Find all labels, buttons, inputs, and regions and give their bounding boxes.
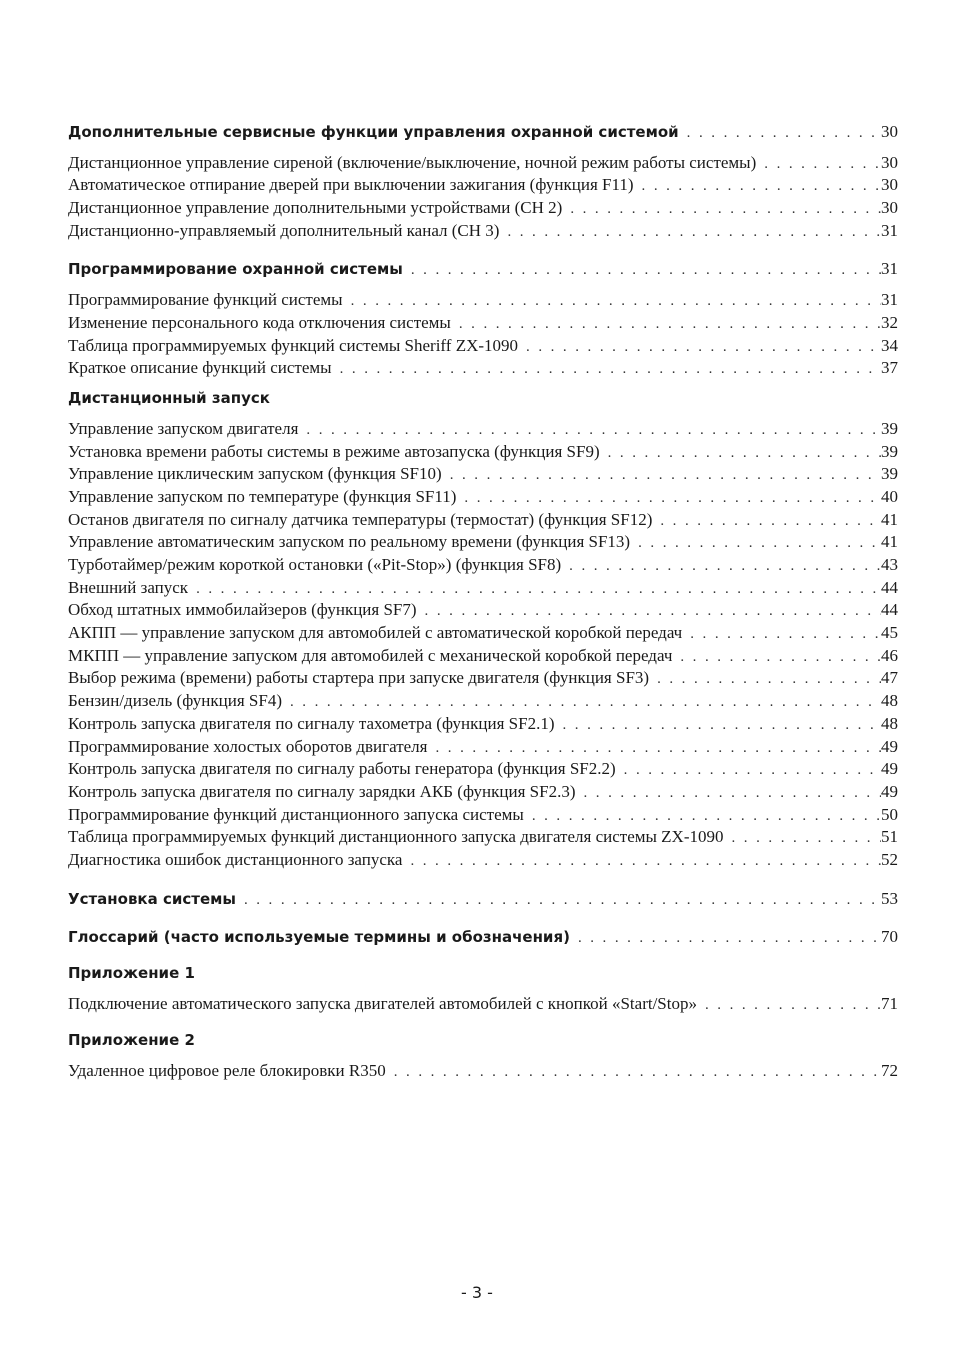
entry-title: Программирование функций системы: [68, 290, 343, 310]
toc-entry[interactable]: [68, 175, 898, 198]
dot-leader: [690, 626, 881, 643]
entry-title: Бензин/дизель (функция SF4): [68, 691, 282, 711]
dot-leader: [410, 853, 881, 870]
toc-entry[interactable]: [68, 691, 898, 714]
entry-title: Краткое описание функций системы: [68, 358, 332, 378]
dot-leader: [435, 740, 881, 757]
entry-title: МКПП — управление запуском для автомобилей с механической коробкой передач: [68, 645, 673, 665]
dot-leader: [290, 694, 881, 711]
dot-leader: [340, 361, 881, 378]
dot-leader: [578, 930, 881, 947]
page-ref: 40: [881, 486, 898, 506]
dot-leader: [450, 467, 881, 484]
page-ref: 44: [881, 577, 898, 597]
page-ref: 30: [881, 152, 898, 172]
entry-title: Изменение персонального кода отключения системы: [68, 312, 451, 332]
dot-leader: [411, 262, 881, 279]
section-heading[interactable]: [68, 1031, 898, 1053]
dot-leader: [687, 125, 881, 142]
table-of-contents: [68, 122, 898, 1083]
dot-leader: [732, 830, 882, 847]
toc-entry[interactable]: [68, 221, 898, 244]
entry-title: Таблица программируемых функций системы Sheriff ZX-1090: [68, 335, 519, 355]
page-ref: 44: [881, 600, 898, 620]
dot-leader: [244, 892, 881, 909]
toc-entry[interactable]: [68, 419, 898, 442]
dot-leader: [562, 717, 881, 734]
entry-title: Автоматическое отпирание дверей при выключении зажигания (функция F11): [68, 175, 634, 195]
section-heading[interactable]: [68, 964, 898, 986]
dot-leader: [570, 201, 881, 218]
toc-entry[interactable]: [68, 153, 898, 176]
toc-entry[interactable]: [68, 827, 898, 850]
toc-entry[interactable]: [68, 1061, 898, 1084]
section-heading[interactable]: [68, 389, 898, 411]
toc-entry[interactable]: [68, 464, 898, 487]
section-heading[interactable]: [68, 927, 898, 950]
page-ref: 51: [881, 827, 898, 847]
dot-leader: [394, 1064, 881, 1081]
dot-leader: [680, 649, 881, 666]
section-title: Приложение 1: [68, 964, 195, 982]
toc-entry[interactable]: [68, 510, 898, 533]
page-ref: 52: [881, 849, 898, 869]
toc-entry[interactable]: [68, 487, 898, 510]
section-heading[interactable]: [68, 259, 898, 282]
entry-title: Установка времени работы системы в режиме автозапуска (функция SF9): [68, 441, 600, 461]
toc-entry[interactable]: [68, 759, 898, 782]
entry-title: Таблица программируемых функций дистанционного запуска двигателя системы ZX-1090: [68, 827, 724, 847]
entry-title: Управление автоматическим запуском по реальному времени (функция SF13): [68, 532, 631, 552]
page-ref: 47: [881, 668, 898, 688]
dot-leader: [660, 513, 881, 530]
toc-entry[interactable]: [68, 782, 898, 805]
page-ref: 31: [881, 220, 898, 240]
entry-title: Дистанционно-управляемый дополнительный канал (CH 3): [68, 220, 500, 240]
toc-entry[interactable]: [68, 623, 898, 646]
page-ref: 43: [881, 555, 898, 574]
page-ref: 32: [881, 312, 898, 332]
page-ref: 45: [881, 623, 898, 643]
page-ref: 34: [881, 335, 898, 355]
entry-title: Управление запуском по температуре (функция SF11): [68, 486, 457, 506]
dot-leader: [196, 581, 881, 598]
page-ref: 70: [881, 927, 898, 947]
toc-entry[interactable]: [68, 600, 898, 623]
section-title: Программирование охранной системы: [68, 260, 403, 279]
dot-leader: [532, 808, 881, 825]
page-ref: 37: [881, 358, 898, 378]
entry-title: Программирование функций дистанционного запуска системы: [68, 804, 524, 824]
toc-entry[interactable]: [68, 555, 898, 578]
section-heading[interactable]: [68, 122, 898, 145]
entry-title: Контроль запуска двигателя по сигналу тахометра (функция SF2.1): [68, 713, 555, 733]
dot-leader: [507, 224, 881, 241]
page-number: - 3 -: [461, 1283, 493, 1302]
entry-title: Удаленное цифровое реле блокировки R350: [68, 1060, 386, 1080]
dot-leader: [425, 603, 881, 620]
page-ref: 46: [881, 645, 898, 665]
page-ref: 31: [881, 290, 898, 310]
dot-leader: [764, 156, 881, 173]
entry-title: АКПП — управление запуском для автомобилей с автоматической коробкой передач: [68, 623, 683, 643]
entry-title: Контроль запуска двигателя по сигналу зарядки АКБ (функция SF2.3): [68, 781, 576, 801]
entry-title: Обход штатных иммобилайзеров (функция SF7): [68, 600, 417, 620]
entry-title: Турботаймер/режим короткой остановки («Pit-Stop») (функция SF8): [68, 555, 562, 574]
toc-entry[interactable]: [68, 850, 898, 873]
page-ref: 49: [881, 736, 898, 756]
section-title: Дополнительные сервисные функции управления охранной системой: [68, 123, 679, 141]
page-ref: 48: [881, 691, 898, 711]
entry-title: Подключение автоматического запуска двигателей автомобилей с кнопкой «Start/Stop»: [68, 994, 697, 1013]
toc-entry[interactable]: [68, 668, 898, 691]
page-ref: 72: [881, 1060, 898, 1080]
dot-leader: [608, 445, 881, 462]
toc-entry[interactable]: [68, 313, 898, 336]
toc-entry[interactable]: [68, 805, 898, 828]
dot-leader: [624, 762, 881, 779]
toc-entry[interactable]: [68, 290, 898, 313]
dot-leader: [705, 997, 881, 1014]
dot-leader: [642, 178, 881, 195]
toc-entry[interactable]: [68, 198, 898, 221]
entry-title: Останов двигателя по сигналу датчика температуры (термостат) (функция SF12): [68, 509, 653, 529]
page-ref: 39: [881, 441, 898, 461]
dot-leader: [657, 671, 881, 688]
entry-title: Дистанционное управление дополнительными устройствами (CH 2): [68, 198, 563, 218]
entry-title: Контроль запуска двигателя по сигналу работы генератора (функция SF2.2): [68, 759, 616, 779]
page-ref: 41: [881, 532, 898, 552]
page-ref: 49: [881, 781, 898, 801]
page-ref: 71: [881, 994, 898, 1013]
toc-entry[interactable]: [68, 442, 898, 465]
entry-title: Диагностика ошибок дистанционного запуска: [68, 849, 403, 869]
page-ref: 30: [881, 175, 898, 195]
toc-entry[interactable]: [68, 737, 898, 760]
page-ref: 39: [881, 418, 898, 438]
dot-leader: [459, 316, 881, 333]
entry-title: Управление запуском двигателя: [68, 418, 299, 438]
entry-title: Внешний запуск: [68, 577, 189, 597]
page-ref: 49: [881, 759, 898, 779]
page-ref: 50: [881, 804, 898, 824]
page-ref: 41: [881, 509, 898, 529]
page-ref: 53: [881, 888, 898, 908]
section-title: Приложение 2: [68, 1030, 195, 1049]
page-ref: 39: [881, 464, 898, 484]
dot-leader: [306, 422, 881, 439]
toc-entry[interactable]: [68, 714, 898, 737]
page-ref: 31: [881, 259, 898, 279]
toc-entry[interactable]: [68, 646, 898, 669]
section-title: Установка системы: [68, 889, 236, 908]
dot-leader: [638, 535, 881, 552]
toc-entry[interactable]: [68, 578, 898, 601]
dot-leader: [526, 339, 881, 356]
toc-entry[interactable]: [68, 336, 898, 359]
toc-entry[interactable]: [68, 358, 898, 381]
toc-entry[interactable]: [68, 532, 898, 555]
dot-leader: [584, 785, 882, 802]
section-heading[interactable]: [68, 889, 898, 912]
page-ref: 30: [881, 122, 898, 141]
entry-title: Управление циклическим запуском (функция SF10): [68, 464, 442, 484]
section-title: Дистанционный запуск: [68, 388, 270, 407]
page-ref: 30: [881, 198, 898, 218]
section-title: Глоссарий (часто используемые термины и обозначения): [68, 928, 570, 947]
toc-entry[interactable]: [68, 994, 898, 1017]
entry-title: Выбор режима (времени) работы стартера при запуске двигателя (функция SF3): [68, 668, 650, 688]
page-ref: 48: [881, 713, 898, 733]
dot-leader: [351, 293, 881, 310]
entry-title: Дистанционное управление сиреной (включение/выключение, ночной режим работы системы): [68, 152, 757, 172]
dot-leader: [464, 490, 881, 507]
dot-leader: [569, 558, 881, 575]
entry-title: Программирование холостых оборотов двигателя: [68, 736, 428, 756]
